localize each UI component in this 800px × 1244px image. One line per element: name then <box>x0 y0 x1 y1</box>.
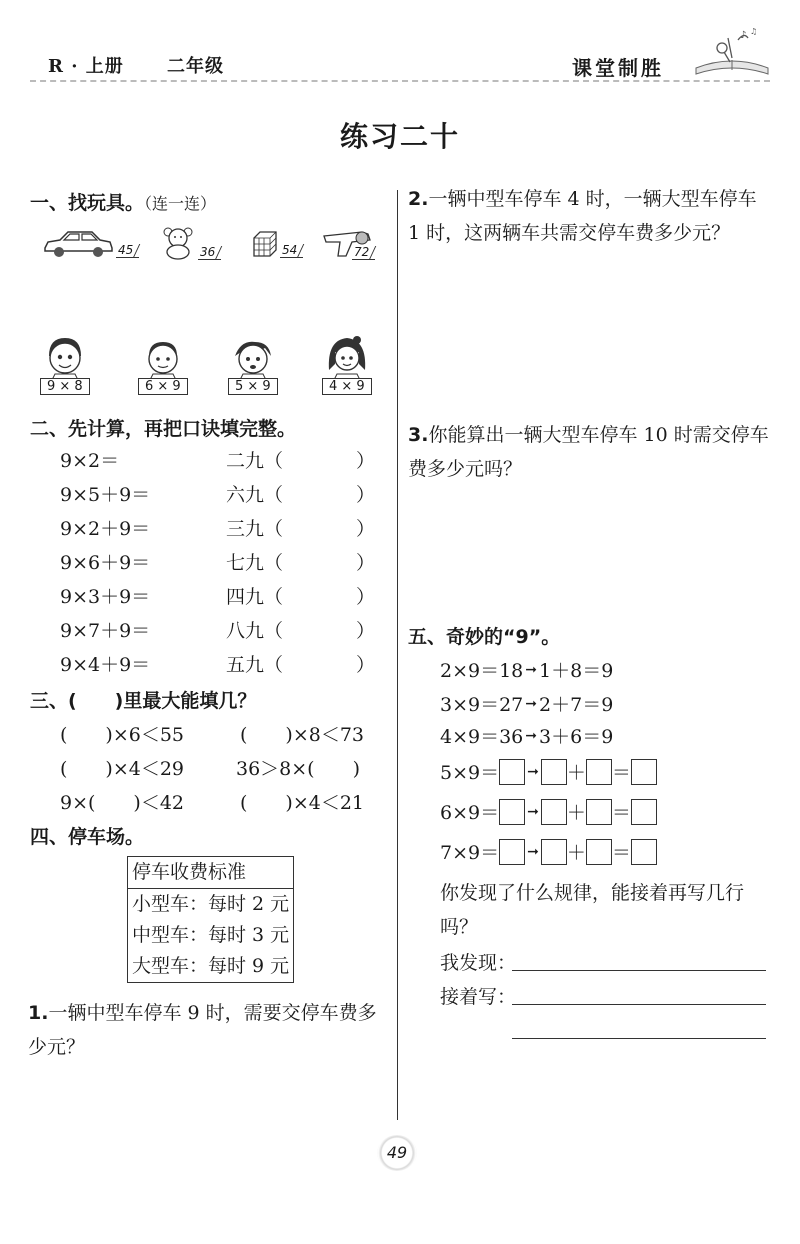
section1-heading <box>30 188 216 215</box>
svg-text:♫: ♫ <box>750 27 758 36</box>
fee-table-title: 停车收费标准 <box>128 857 293 889</box>
answer-box[interactable] <box>541 759 567 785</box>
answer-box[interactable] <box>631 839 657 865</box>
kid-card[interactable] <box>138 338 188 395</box>
arrow-right-icon: ➞ <box>525 695 538 712</box>
arrow-right-icon: ➞ <box>527 843 539 860</box>
question-number: 3. <box>408 424 429 446</box>
section2-heading: 二、先计算，再把口诀填完整。 <box>30 418 297 440</box>
kid-card[interactable] <box>40 336 90 395</box>
rhyme-blank[interactable]: 三九（ <box>226 518 284 540</box>
equals-sign: ＝ <box>611 842 631 864</box>
grade-label: 二年级 <box>167 56 225 77</box>
inequality-blank[interactable]: 36＞8×( ) <box>236 758 361 780</box>
boy-avatar-icon <box>41 336 89 382</box>
rhyme-blank[interactable]: 五九（ <box>226 654 284 676</box>
rhyme-close: ） <box>356 518 376 540</box>
answer-box[interactable] <box>499 759 525 785</box>
toy-price: 36 <box>198 245 221 260</box>
page-title: 练习二十 <box>339 120 460 153</box>
column-divider <box>397 190 398 1120</box>
answer-box[interactable] <box>586 799 612 825</box>
example-right: 1＋8＝9 <box>539 660 614 682</box>
example-left: 3×9＝27 <box>440 694 524 716</box>
question-number: 1. <box>28 1002 49 1024</box>
inequality-blank[interactable]: ( )×6＜55 <box>60 724 185 746</box>
found-answer-line[interactable] <box>512 948 766 971</box>
teddy-bear-icon <box>160 226 196 260</box>
plus-sign: ＋ <box>566 762 586 784</box>
continue-label: 接着写： <box>440 986 517 1008</box>
answer-box[interactable] <box>541 839 567 865</box>
girl-avatar-icon <box>323 334 371 382</box>
toy-cube[interactable] <box>252 230 303 258</box>
pattern-question: 你发现了什么规律，能接着再写几行吗？ <box>440 882 745 938</box>
blank-expression: 7×9＝ <box>440 842 500 864</box>
calc-expression: 9×2＋9＝ <box>60 518 151 540</box>
cube-icon <box>252 230 278 258</box>
question-1 <box>28 996 390 1064</box>
answer-box[interactable] <box>586 839 612 865</box>
toy-teddy-bear[interactable] <box>160 226 221 260</box>
rhyme-close: ） <box>356 620 376 642</box>
question-number: 2. <box>408 188 429 210</box>
section3-heading: 三、( )里最大能填几？ <box>30 690 257 712</box>
toy-car[interactable] <box>42 228 139 258</box>
kid-expression: 4 × 9 <box>322 378 372 395</box>
rhyme-blank[interactable]: 四九（ <box>226 586 284 608</box>
question-text: 你能算出一辆大型车停车 10 时需交停车费多少元吗？ <box>408 424 769 480</box>
calc-expression: 9×3＋9＝ <box>60 586 151 608</box>
found-label: 我发现： <box>440 952 517 974</box>
car-icon <box>42 228 114 258</box>
arrow-right-icon: ➞ <box>525 661 538 678</box>
question-text: 一辆中型车停车 4 时，一辆大型车停车 1 时，这两辆车共需交停车费多少元？ <box>408 188 757 244</box>
inequality-blank[interactable]: ( )×8＜73 <box>240 724 365 746</box>
example-row <box>440 656 613 683</box>
rhyme-close: ） <box>356 484 376 506</box>
plus-sign: ＋ <box>566 842 586 864</box>
continue-answer-line[interactable] <box>512 982 766 1005</box>
example-left: 4×9＝36 <box>440 726 524 748</box>
header-divider <box>30 80 770 82</box>
calc-expression: 9×6＋9＝ <box>60 552 151 574</box>
kid-expression: 9 × 8 <box>40 378 90 395</box>
arrow-right-icon: ➞ <box>527 763 539 780</box>
calc-expression: 9×2＝ <box>60 450 120 472</box>
arrow-right-icon: ➞ <box>527 803 539 820</box>
boy-avatar-icon <box>229 338 277 382</box>
rhyme-blank[interactable]: 二九（ <box>226 450 284 472</box>
rhyme-blank[interactable]: 八九（ <box>226 620 284 642</box>
kid-card[interactable] <box>228 338 278 395</box>
header-left <box>48 52 260 78</box>
boy-avatar-icon <box>139 338 187 382</box>
section4-heading: 四、停车场。 <box>30 826 145 848</box>
plus-sign: ＋ <box>566 802 586 824</box>
inequality-blank[interactable]: 9×( )＜42 <box>60 792 185 814</box>
fee-row: 中型车：每时 3 元 <box>132 924 290 946</box>
rhyme-close: ） <box>356 552 376 574</box>
calc-expression: 9×5＋9＝ <box>60 484 151 506</box>
equals-sign: ＝ <box>611 802 631 824</box>
toy-price: 45 <box>116 243 139 258</box>
toy-price: 54 <box>280 243 303 258</box>
section1-hint: （连一连） <box>144 194 217 213</box>
question-2 <box>408 182 770 250</box>
equals-sign: ＝ <box>611 762 631 784</box>
kid-expression: 6 × 9 <box>138 378 188 395</box>
page-number: 49 <box>377 1135 417 1171</box>
kid-expression: 5 × 9 <box>228 378 278 395</box>
rhyme-close: ） <box>356 586 376 608</box>
section5-heading: 五、奇妙的“9”。 <box>408 626 561 648</box>
toy-gun[interactable] <box>322 228 375 260</box>
blank-expression: 5×9＝ <box>440 762 500 784</box>
answer-box[interactable] <box>631 759 657 785</box>
answer-box[interactable] <box>499 799 525 825</box>
question-3 <box>408 418 770 486</box>
fee-row: 大型车：每时 9 元 <box>132 955 290 977</box>
continue-answer-line[interactable] <box>512 1016 766 1039</box>
toy-price: 72 <box>352 245 375 260</box>
answer-box[interactable] <box>541 799 567 825</box>
rhyme-close: ） <box>356 450 376 472</box>
inequality-blank[interactable]: ( )×4＜21 <box>240 792 365 814</box>
answer-box[interactable] <box>631 799 657 825</box>
parking-fee-table <box>127 856 294 983</box>
rhyme-blank[interactable]: 六九（ <box>226 484 284 506</box>
rhyme-close: ） <box>356 654 376 676</box>
rhyme-blank[interactable]: 七九（ <box>226 552 284 574</box>
blank-row <box>440 798 657 825</box>
question-text: 一辆中型车停车 9 时，需要交停车费多少元？ <box>28 1002 377 1058</box>
example-left: 2×9＝18 <box>440 660 524 682</box>
calc-expression: 9×4＋9＝ <box>60 654 151 676</box>
calc-expression: 9×7＋9＝ <box>60 620 151 642</box>
answer-box[interactable] <box>586 759 612 785</box>
example-row <box>440 722 613 749</box>
edition-label: R · 上册 <box>48 56 124 77</box>
book-logo-icon <box>692 24 772 84</box>
answer-box[interactable] <box>499 839 525 865</box>
series-title: 课堂制胜 <box>572 56 664 80</box>
blank-row <box>440 758 657 785</box>
fee-row: 小型车：每时 2 元 <box>132 893 290 915</box>
kid-card[interactable] <box>322 334 372 395</box>
example-right: 3＋6＝9 <box>539 726 614 748</box>
blank-row <box>440 838 657 865</box>
example-right: 2＋7＝9 <box>539 694 614 716</box>
example-row <box>440 690 613 717</box>
arrow-right-icon: ➞ <box>525 727 538 744</box>
svg-text:♪: ♪ <box>740 30 747 41</box>
blank-expression: 6×9＝ <box>440 802 500 824</box>
inequality-blank[interactable]: ( )×4＜29 <box>60 758 185 780</box>
section1-title: 一、找玩具。 <box>30 192 145 214</box>
